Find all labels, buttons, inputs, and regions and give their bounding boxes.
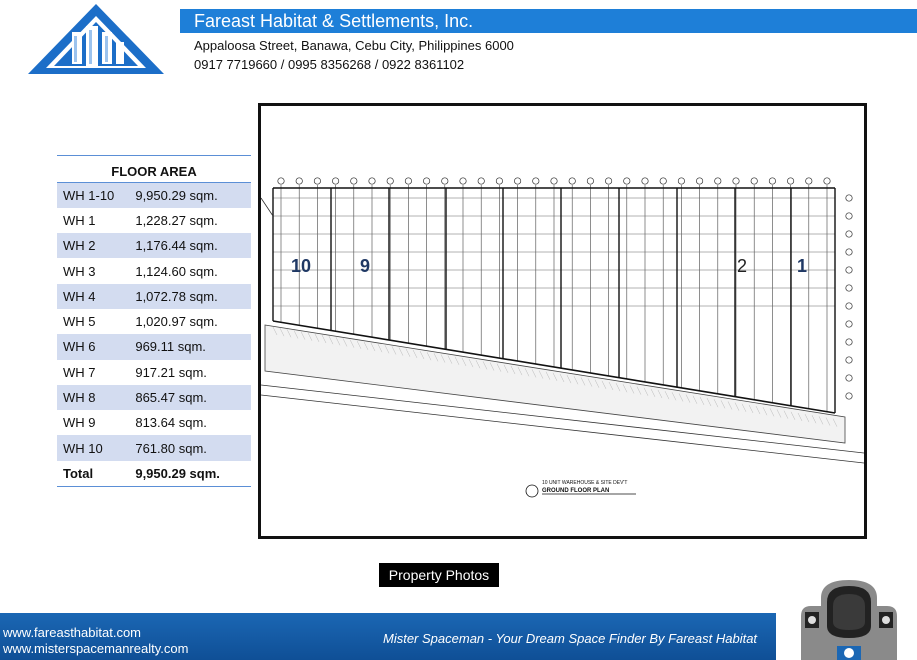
floor-area-value: 1,228.27 sqm.: [135, 212, 218, 228]
grid-bubble: [846, 267, 852, 273]
warehouse-name: WH 6: [57, 334, 135, 359]
caption-marker: [526, 485, 538, 497]
grid-bubble: [824, 178, 830, 184]
floor-plan-drawing: [261, 106, 864, 536]
table-row: [57, 385, 251, 410]
grid-bubble: [660, 178, 666, 184]
grid-bubble: [846, 231, 852, 237]
warehouse-name: WH 9: [63, 415, 96, 431]
floor-area-value: 969.11 sqm.: [135, 334, 251, 359]
footer-bar: [0, 613, 776, 660]
footer-tagline: Mister Spaceman - Your Dream Space Finder By Fareast Habitat: [383, 631, 758, 646]
grid-bubble: [846, 393, 852, 399]
grid-bubble: [514, 178, 520, 184]
grid-bubble: [351, 178, 357, 184]
grid-bubble: [405, 178, 411, 184]
plan-caption-title: GROUND FLOOR PLAN: [542, 488, 610, 494]
total-label: Total: [57, 461, 135, 486]
grid-bubble: [442, 178, 448, 184]
table-total-row: [57, 461, 251, 486]
warehouse-name: WH 2: [57, 233, 135, 258]
grid-bubble: [551, 178, 557, 184]
spaceman-mascot-icon: [797, 576, 901, 660]
warehouse-name: WH 1-10: [57, 183, 135, 208]
table-row: [57, 435, 251, 460]
table-row: [57, 410, 251, 435]
warehouse-2-label: 2: [737, 256, 748, 276]
floor-area-value: 813.64 sqm.: [135, 415, 207, 431]
grid-bubble: [605, 178, 611, 184]
grid-bubble: [787, 178, 793, 184]
grid-bubble: [278, 178, 284, 184]
table-row: [57, 284, 251, 309]
driveway-band: [265, 325, 845, 443]
grid-bubble: [642, 178, 648, 184]
ground-floor-plan: [258, 103, 867, 539]
grid-bubble: [846, 213, 852, 219]
grid-bubble: [296, 178, 302, 184]
grid-bubble: [733, 178, 739, 184]
property-photos-button[interactable]: [379, 563, 499, 587]
grid-bubble: [846, 375, 852, 381]
grid-bubble: [715, 178, 721, 184]
floor-area-value: 1,020.97 sqm.: [135, 314, 218, 330]
table-row: [57, 258, 251, 283]
grid-bubble: [387, 178, 393, 184]
site-boundary: [261, 198, 273, 216]
floor-area-table: [57, 155, 251, 487]
company-name: Fareast Habitat & Settlements, Inc.: [194, 11, 474, 31]
grid-bubble: [496, 178, 502, 184]
grid-bubble: [369, 178, 375, 184]
grid-bubble: [624, 178, 630, 184]
warehouse-name: WH 8: [57, 385, 135, 410]
floor-area-value: 1,176.44 sqm.: [135, 233, 251, 258]
grid-bubble: [846, 303, 852, 309]
grid-bubble: [678, 178, 684, 184]
total-value: 9,950.29 sqm.: [135, 461, 251, 486]
grid-bubble: [769, 178, 775, 184]
grid-bubble: [846, 285, 852, 291]
floor-area-value: 9,950.29 sqm.: [135, 183, 251, 208]
table-row: [57, 183, 251, 208]
table-row: [57, 334, 251, 359]
warehouse-name: WH 4: [57, 284, 135, 309]
warehouse-name: WH 5: [63, 314, 96, 330]
floor-area-title: FLOOR AREA: [57, 156, 251, 183]
warehouse-name: WH 1: [63, 212, 96, 228]
table-row: [57, 360, 251, 385]
grid-bubble: [332, 178, 338, 184]
floor-area-value: 865.47 sqm.: [135, 385, 251, 410]
grid-bubble: [846, 249, 852, 255]
warehouse-name: WH 7: [63, 364, 96, 380]
table-row: [57, 233, 251, 258]
company-logo: [26, 2, 166, 76]
grid-bubble: [696, 178, 702, 184]
company-address: Appaloosa Street, Banawa, Cebu City, Philippines 6000: [194, 38, 514, 53]
misterspaceman-website-link[interactable]: www.misterspacemanrealty.com: [3, 641, 189, 656]
grid-bubble: [460, 178, 466, 184]
grid-bubble: [846, 357, 852, 363]
grid-bubble: [846, 195, 852, 201]
table-row: [57, 309, 251, 334]
floor-area-value: 1,124.60 sqm.: [135, 263, 218, 279]
grid-bubble: [569, 178, 575, 184]
floor-area-value: 917.21 sqm.: [135, 364, 207, 380]
grid-bubble: [806, 178, 812, 184]
grid-bubble: [478, 178, 484, 184]
table-row: [57, 208, 251, 233]
company-name-banner: [180, 9, 917, 33]
warehouse-name: WH 3: [63, 263, 96, 279]
grid-bubble: [533, 178, 539, 184]
floor-area-value: 761.80 sqm.: [135, 435, 251, 460]
warehouse-name: WH 10: [57, 435, 135, 460]
property-photos-label: Property Photos: [388, 567, 490, 583]
grid-bubble: [314, 178, 320, 184]
fareast-website-link[interactable]: www.fareasthabitat.com: [3, 625, 142, 640]
grid-bubble: [846, 321, 852, 327]
warehouse-9-label: 9: [360, 256, 371, 276]
grid-bubble: [846, 339, 852, 345]
warehouse-1-label: 1: [797, 256, 808, 276]
grid-bubble: [587, 178, 593, 184]
plan-caption-subtitle: 10 UNIT WAREHOUSE & SITE DEV'T: [542, 480, 628, 486]
company-phones: 0917 7719660 / 0995 8356268 / 0922 8361102: [194, 57, 465, 72]
grid-bubble: [751, 178, 757, 184]
grid-bubble: [423, 178, 429, 184]
floor-area-value: 1,072.78 sqm.: [135, 284, 251, 309]
warehouse-10-label: 10: [291, 256, 312, 276]
